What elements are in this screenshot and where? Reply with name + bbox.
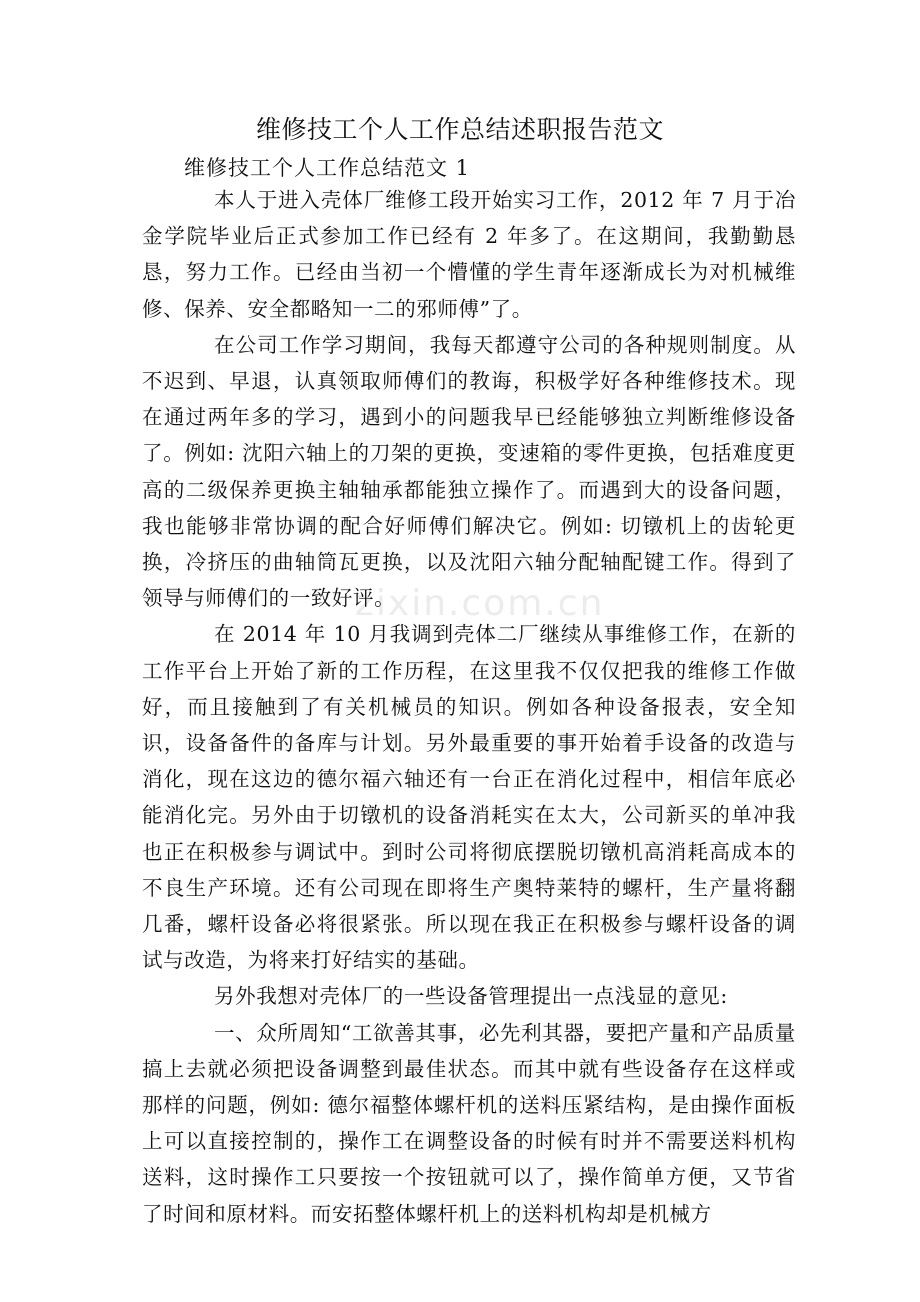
document-body [142, 182, 796, 1232]
paragraph: 在公司工作学习期间，我每天都遵守公司的各种规则制度。从不迟到、早退，认真领取师傅们的教诲，积极学好各种维修技术。现在通过两年多的学习，遇到小的问题我早已经能够独立判断维修设备了。例如: 沈阳六轴上的刀架的更换，变速箱的零件更换，包括难度更高的二级保养更换主轴轴承都能独立操作了。而遇到大的设备问题，我也能够非常协调的配合好师傅们解决它。例如: 切镦机上的齿轮更换，冷挤压的曲轴筒瓦更换，以及沈阳六轴分配轴配键工作。得到了领导与师傅们的一致好评。 [142, 332, 796, 611]
paragraph: 在 2014 年 10 月我调到壳体二厂继续从事维修工作，在新的工作平台上开始了新的工作历程，在这里我不仅仅把我的维修工作做好，而且接触到了有关机械员的知识。例如各种设备报表，安全知识，设备备件的备库与计划。另外最重要的事开始着手设备的改造与消化，现在这边的德尔福六轴还有一台正在消化过程中，相信年底必能消化完。另外由于切镦机的设备消耗实在太大，公司新买的单冲我也正在积极参与调试中。到时公司将彻底摆脱切镦机高消耗高成本的不良生产环境。还有公司现在即将生产奥特莱特的螺杆，生产量将翻几番，螺杆设备必将很紧张。所以现在我正在积极参与螺杆设备的调试与改造，为将来打好结实的基础。 [142, 622, 796, 973]
document-subtitle: 维修技工个人工作总结范文 1 [184, 156, 471, 180]
paragraph: 本人于进入壳体厂维修工段开始实习工作，2012 年 7 月于冶金学院毕业后正式参加工作已经有 2 年多了。在这期间，我勤勤恳恳，努力工作。已经由当初一个懵懂的学生青年逐渐成长为对机械维修、保养、安全都略知一二的邪师傅”了。 [142, 188, 796, 321]
document-title: 维修技工个人工作总结述职报告范文 [255, 115, 664, 144]
paragraph: 一、众所周知“工欲善其事，必先利其器，要把产量和产品质量搞上去就必须把设备调整到最佳状态。而其中就有些设备存在这样或那样的问题，例如: 德尔福整体螺杆机的送料压紧结构，是由操作面板上可以直接控制的，操作工在调整设备的时候有时并不需要送料机构送料，这时操作工只要按一个按钮就可以了，操作简单方便，又节省了时间和原材料。而安拓整体螺杆机上的送料机构却是机械方 [142, 1020, 796, 1226]
watermark: zixin.com.cn [355, 583, 605, 624]
paragraph: 另外我想对壳体厂的一些设备管理提出一点浅显的意见: [214, 984, 728, 1009]
